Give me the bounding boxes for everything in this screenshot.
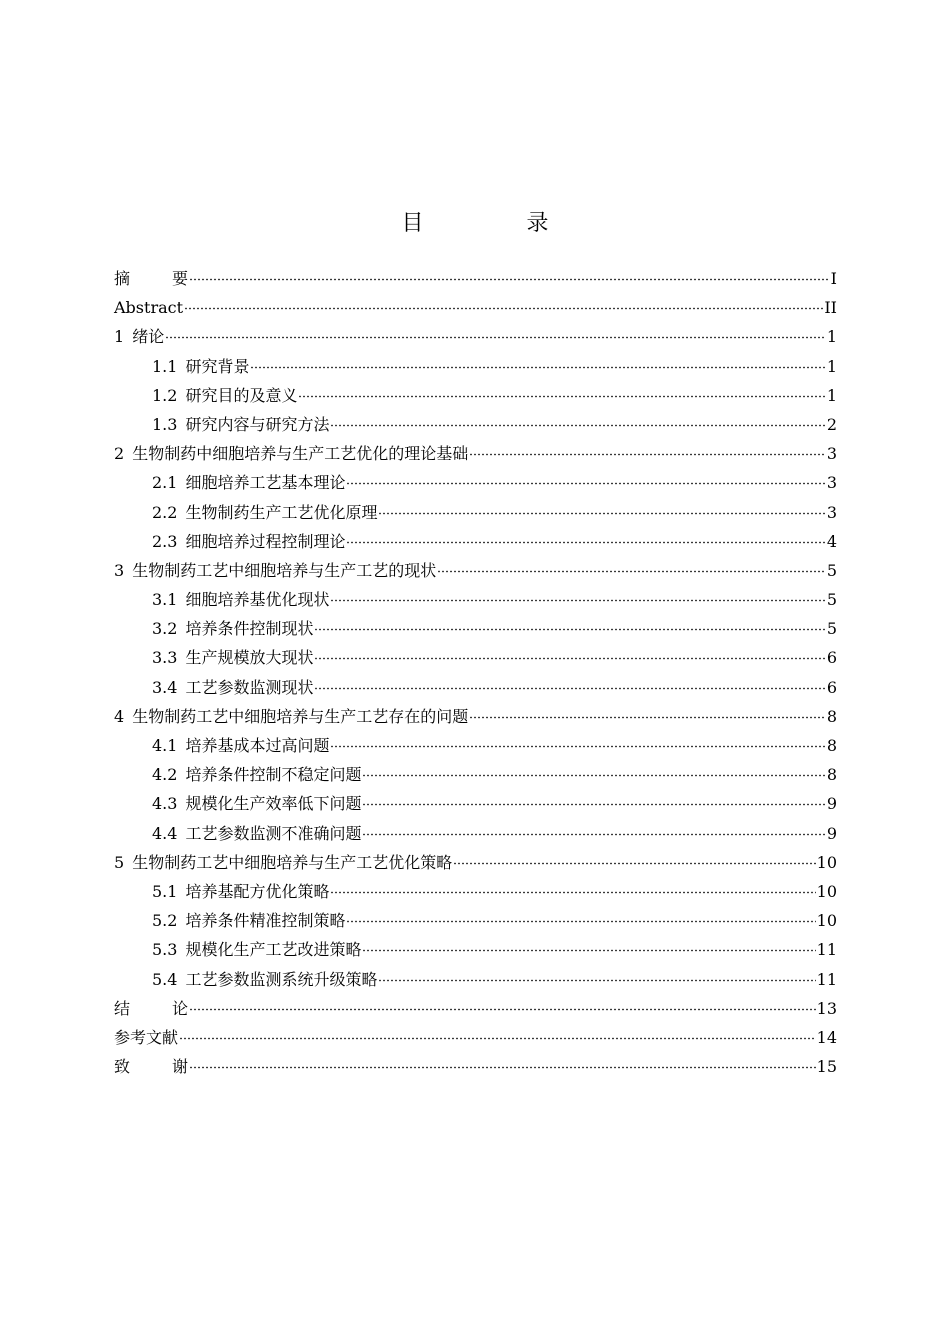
toc-page-number: 3 — [826, 502, 837, 522]
toc-entry[interactable] — [114, 965, 837, 994]
toc-entry-label: 培养条件控制不稳定问题 — [185, 765, 362, 785]
toc-entry[interactable] — [114, 352, 837, 381]
toc-entry[interactable] — [114, 643, 837, 672]
toc-page-number: 8 — [826, 736, 837, 755]
toc-dot-leader — [165, 336, 826, 339]
toc-entry-label: 培养条件精准控制策略 — [185, 911, 346, 931]
toc-entry[interactable] — [114, 498, 837, 527]
toc-entry-number: 5.1 — [152, 881, 178, 901]
toc-entry[interactable] — [114, 819, 837, 848]
toc-entry-label: 生物制药生产工艺优化原理 — [185, 502, 378, 522]
toc-entry-label: 工艺参数监测系统升级策略 — [185, 969, 378, 989]
toc-entry-number: 4.1 — [152, 736, 178, 755]
toc-entry-number: 5 — [114, 852, 125, 872]
toc-entry[interactable] — [114, 760, 837, 789]
toc-entry-number: 1 — [114, 327, 125, 347]
toc-entry[interactable] — [114, 877, 837, 906]
toc-entry-label: 细胞培养工艺基本理论 — [185, 473, 346, 493]
toc-page-number: 10 — [816, 852, 837, 872]
toc-entry[interactable] — [114, 585, 837, 614]
toc-page-number: 15 — [816, 1057, 837, 1077]
toc-entry-label: 生物制药工艺中细胞培养与生产工艺优化策略 — [132, 852, 453, 872]
toc-entry-number: 2.2 — [152, 502, 178, 522]
toc-page-number: 1 — [826, 356, 837, 376]
toc-entry-label: 生物制药工艺中细胞培养与生产工艺存在的问题 — [132, 706, 469, 726]
toc-entry[interactable] — [114, 731, 837, 760]
toc-page-number: 3 — [826, 444, 837, 464]
toc-entry[interactable] — [114, 994, 837, 1023]
toc-page-number: 13 — [816, 998, 837, 1018]
toc-entry-label: 工艺参数监测现状 — [185, 677, 314, 697]
toc-page-number: II — [824, 298, 837, 318]
toc-entry[interactable] — [114, 468, 837, 497]
toc-entry-number: 5.4 — [152, 969, 178, 989]
toc-entry-number: 4.3 — [152, 794, 178, 814]
toc-entry-number: 4 — [114, 706, 125, 726]
toc-dot-leader — [330, 424, 825, 427]
toc-page-number: 4 — [826, 531, 837, 551]
toc-entry-label: Abstract — [114, 298, 184, 318]
toc-dot-leader — [330, 599, 825, 602]
toc-entry-number: 3.2 — [152, 619, 178, 639]
toc-dot-leader — [189, 1066, 816, 1069]
toc-dot-leader — [469, 716, 826, 719]
toc-dot-leader — [179, 1037, 816, 1040]
toc-entry-number: 1.1 — [152, 356, 178, 376]
toc-dot-leader — [298, 395, 825, 398]
toc-dot-leader — [362, 833, 825, 836]
toc-dot-leader — [330, 891, 815, 894]
toc-entry-number: 5.3 — [152, 940, 178, 960]
toc-page-number: 8 — [826, 765, 837, 785]
toc-entry[interactable] — [114, 1023, 837, 1052]
toc-dot-leader — [469, 453, 826, 456]
toc-entry-label: 培养基成本过高问题 — [185, 736, 330, 755]
toc-page-number: 8 — [826, 706, 837, 726]
toc-dot-leader — [346, 920, 815, 923]
toc-page-number: 10 — [816, 911, 837, 931]
toc-page-number: 2 — [826, 414, 837, 434]
toc-dot-leader — [346, 541, 825, 544]
toc-entry[interactable] — [114, 381, 837, 410]
toc-entry[interactable] — [114, 556, 837, 585]
toc-dot-leader — [378, 512, 825, 515]
toc-page-number: 6 — [826, 677, 837, 697]
toc-entry-label: 规模化生产效率低下问题 — [185, 794, 362, 814]
toc-entry-label: 结 论 — [114, 998, 189, 1018]
toc-entry[interactable] — [114, 410, 837, 439]
toc-entry-label: 生物制药中细胞培养与生产工艺优化的理论基础 — [132, 444, 469, 464]
toc-entry[interactable] — [114, 673, 837, 702]
toc-dot-leader — [314, 657, 825, 660]
toc-entry-label: 绪论 — [132, 327, 165, 347]
toc-entry-number: 1.3 — [152, 414, 178, 434]
toc-entry-label: 摘 要 — [114, 269, 189, 288]
toc-page-number: 9 — [826, 823, 837, 843]
toc-entry[interactable] — [114, 702, 837, 731]
toc-entry-label: 生物制药工艺中细胞培养与生产工艺的现状 — [132, 560, 437, 580]
toc-entry[interactable] — [114, 789, 837, 818]
toc-dot-leader — [330, 745, 825, 748]
toc-entry-label: 生产规模放大现状 — [185, 648, 314, 668]
toc-entry-number: 5.2 — [152, 911, 178, 931]
toc-entry[interactable] — [114, 848, 837, 877]
toc-entry-number: 3.4 — [152, 677, 178, 697]
toc-dot-leader — [362, 774, 825, 777]
toc-entry-number: 4.2 — [152, 765, 178, 785]
toc-entry-label: 研究目的及意义 — [185, 385, 298, 405]
toc-list — [114, 264, 837, 1081]
toc-entry[interactable] — [114, 527, 837, 556]
toc-entry-number: 2 — [114, 444, 125, 464]
toc-page-number: I — [830, 269, 837, 288]
toc-page-number: 10 — [816, 881, 837, 901]
toc-entry-label: 研究背景 — [185, 356, 250, 376]
toc-page-number: 14 — [816, 1027, 837, 1047]
toc-entry-label: 培养基配方优化策略 — [185, 881, 330, 901]
toc-entry-number: 3 — [114, 560, 125, 580]
toc-entry-label: 细胞培养过程控制理论 — [185, 531, 346, 551]
toc-dot-leader — [184, 307, 823, 310]
toc-entry-number: 2.3 — [152, 531, 178, 551]
toc-page-number: 11 — [816, 969, 837, 989]
toc-entry[interactable] — [114, 1052, 837, 1081]
toc-entry[interactable] — [114, 439, 837, 468]
toc-dot-leader — [189, 278, 830, 281]
toc-dot-leader — [250, 366, 825, 369]
toc-entry-number: 3.1 — [152, 590, 178, 610]
toc-dot-leader — [346, 482, 825, 485]
toc-dot-leader — [362, 949, 815, 952]
toc-page-number: 6 — [826, 648, 837, 668]
toc-dot-leader — [314, 628, 825, 631]
toc-entry-label: 致 谢 — [114, 1057, 189, 1077]
toc-entry[interactable] — [114, 322, 837, 351]
toc-entry[interactable] — [114, 293, 837, 322]
toc-dot-leader — [314, 687, 825, 690]
toc-entry[interactable] — [114, 935, 837, 964]
toc-dot-leader — [453, 862, 815, 865]
toc-page-number: 9 — [826, 794, 837, 814]
toc-entry[interactable] — [114, 906, 837, 935]
toc-page-number: 11 — [816, 940, 837, 960]
toc-entry-number: 3.3 — [152, 648, 178, 668]
toc-page-number: 1 — [826, 385, 837, 405]
toc-entry-label: 细胞培养基优化现状 — [185, 590, 330, 610]
toc-dot-leader — [378, 979, 815, 982]
toc-entry-number: 4.4 — [152, 823, 178, 843]
toc-dot-leader — [189, 1008, 816, 1011]
toc-page-number: 5 — [826, 560, 837, 580]
toc-entry-label: 培养条件控制现状 — [185, 619, 314, 639]
toc-page-number: 3 — [826, 473, 837, 493]
toc-entry[interactable] — [114, 614, 837, 643]
toc-entry-label: 规模化生产工艺改进策略 — [185, 940, 362, 960]
toc-entry[interactable] — [114, 264, 837, 293]
toc-entry-label: 工艺参数监测不准确问题 — [185, 823, 362, 843]
toc-entry-number: 2.1 — [152, 473, 178, 493]
toc-page-number: 1 — [826, 327, 837, 347]
toc-dot-leader — [437, 570, 826, 573]
toc-dot-leader — [362, 803, 825, 806]
toc-entry-label: 研究内容与研究方法 — [185, 414, 330, 434]
toc-page-number: 5 — [826, 619, 837, 639]
toc-title: 目 录 — [401, 211, 597, 236]
toc-entry-label: 参考文献 — [114, 1027, 179, 1047]
toc-entry-number: 1.2 — [152, 385, 178, 405]
toc-page-number: 5 — [826, 590, 837, 610]
